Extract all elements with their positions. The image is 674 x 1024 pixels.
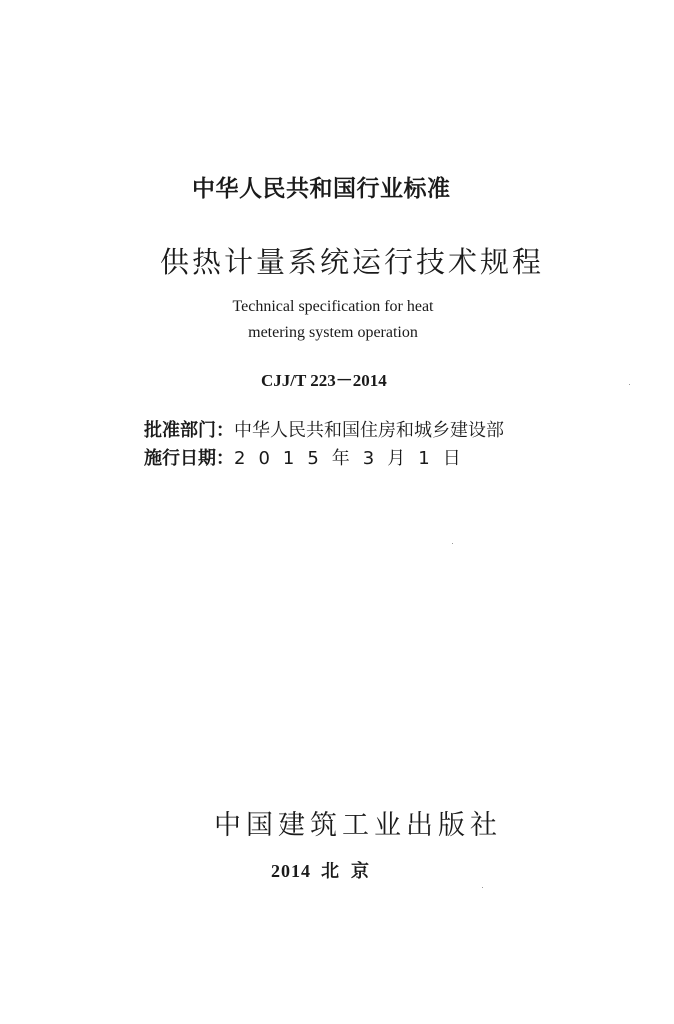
approval-department-label: 批准部门： (144, 420, 234, 441)
publisher-name: 中国建筑工业出版社 (214, 810, 502, 841)
effective-date-row (144, 444, 474, 470)
scan-speck (452, 543, 453, 544)
standard-category-heading: 中华人民共和国行业标准 (192, 176, 451, 202)
document-title-english-line-2: metering system operation (248, 324, 418, 341)
scan-speck (482, 887, 483, 888)
effective-date-value: 2015年3月1日 (234, 448, 474, 469)
scan-speck (629, 384, 630, 385)
publication-city: 北京 (321, 861, 381, 882)
publication-year-place (271, 857, 381, 883)
effective-date-label: 施行日期： (144, 448, 234, 469)
publication-year: 2014 (271, 861, 311, 881)
approval-department-row (144, 416, 504, 442)
approval-department-value: 中华人民共和国住房和城乡建设部 (234, 420, 504, 441)
standard-number: CJJ/T 223－2014 (261, 371, 387, 390)
document-title-english-line-1: Technical specification for heat (232, 298, 434, 315)
document-title-chinese: 供热计量系统运行技术规程 (160, 245, 545, 279)
